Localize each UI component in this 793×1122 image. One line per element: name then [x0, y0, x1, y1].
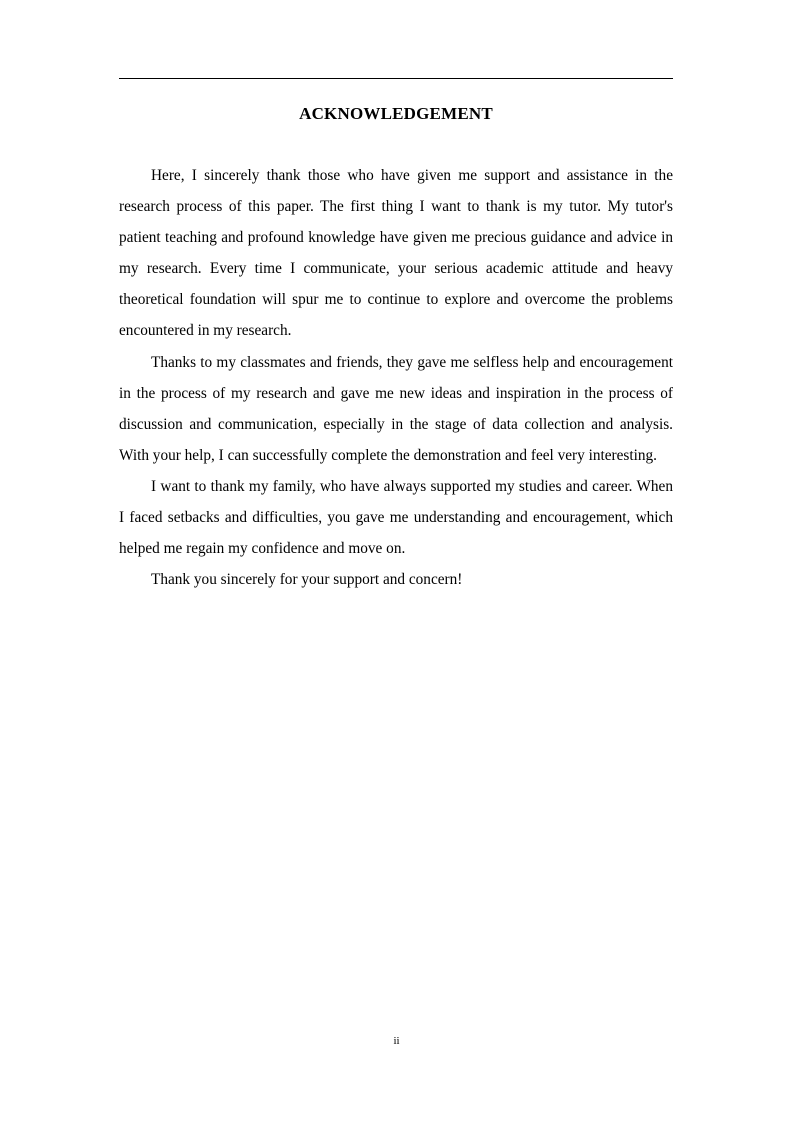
paragraph-tutor: Here, I sincerely thank those who have given me support and assistance in the research process of this paper. The first thing I want to thank is my tutor. My tutor's patient teaching and profound knowledge have given me precious guidance and advice in my research. Every time I communicate, your serious academic attitude and heavy theoretical foundation will spur me to continue to explore and overcome the problems encountered in my research. — [119, 167, 673, 340]
paragraph-family: I want to thank my family, who have always supported my studies and career. When I faced setbacks and difficulties, you gave me understanding and encouragement, which helped me regain my confidence and move on. — [119, 477, 673, 558]
acknowledgement-body — [119, 160, 673, 595]
header-rule — [119, 78, 673, 79]
page-title: ACKNOWLEDGEMENT — [299, 104, 493, 123]
page-number: ii — [393, 1035, 400, 1047]
paragraph-closing: Thank you sincerely for your support and concern! — [151, 571, 463, 589]
paragraph-classmates: Thanks to my classmates and friends, they gave me selfless help and encouragement in the process of my research and gave me new ideas and inspiration in the process of discussion and communication, especially in the stage of data collection and analysis. With your help, I can successfully complete the demonstration and feel very interesting. — [119, 353, 673, 464]
